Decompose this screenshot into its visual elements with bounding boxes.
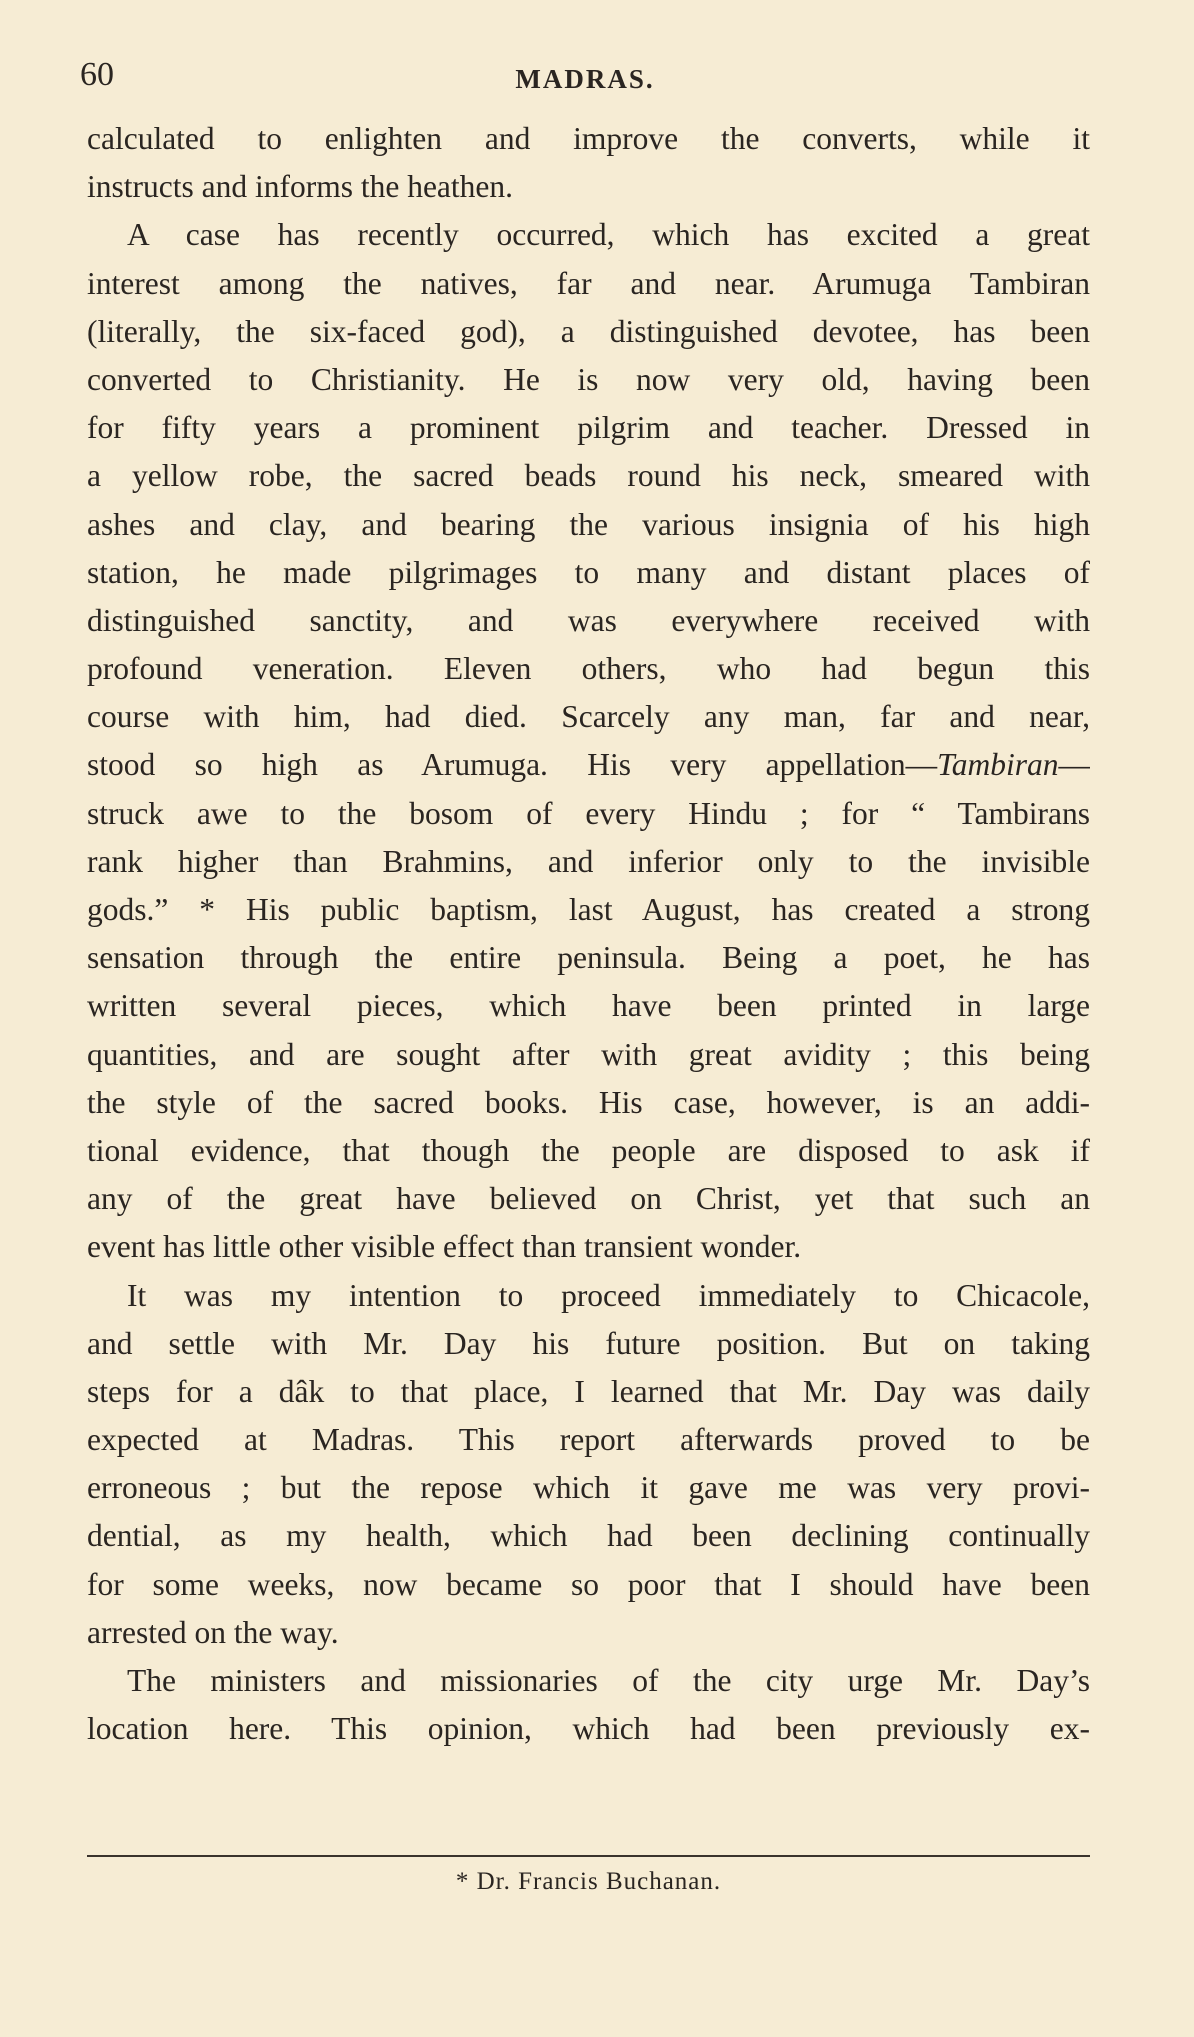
paragraph-3 — [87, 1272, 1090, 1658]
text-line-with-italic — [87, 741, 1090, 789]
paragraph-4 — [87, 1657, 1090, 1753]
text-line: and settle with Mr. Day his future position. But on taking — [87, 1325, 1090, 1361]
footnote-divider — [87, 1855, 1090, 1857]
text-line: expected at Madras. This report afterwards proved to be — [87, 1422, 1090, 1458]
text-line: rank higher than Brahmins, and inferior only to the invisible — [87, 843, 1090, 879]
running-head — [80, 56, 1090, 100]
running-title: MADRAS. — [515, 64, 655, 94]
text-line: interest among the natives, far and near. Arumuga Tambiran — [87, 265, 1090, 301]
text-line: sensation through the entire peninsula. Being a poet, he has — [87, 940, 1090, 976]
text-line: location here. This opinion, which had been previously ex- — [87, 1711, 1090, 1747]
text-line: written several pieces, which have been printed in large — [87, 988, 1090, 1024]
text-line: instructs and informs the heathen. — [87, 169, 514, 205]
text-line: quantities, and are sought after with great avidity ; this being — [87, 1036, 1090, 1072]
text-run: stood so high as Arumuga. His very appellation— — [87, 747, 938, 783]
text-line: any of the great have believed on Christ, yet that such an — [87, 1181, 1090, 1217]
text-line: converted to Christianity. He is now very old, having been — [87, 361, 1090, 397]
text-line: struck awe to the bosom of every Hindu ; for “ Tambirans — [87, 795, 1090, 831]
footnote: * Dr. Francis Buchanan. — [455, 1868, 722, 1895]
text-line: course with him, had died. Scarcely any man, far and near, — [87, 699, 1090, 735]
text-line: calculated to enlighten and improve the converts, while it — [87, 121, 1090, 156]
text-run: — — [1058, 747, 1090, 783]
text-line: for fifty years a prominent pilgrim and teacher. Dressed in — [87, 410, 1090, 446]
text-line: A case has recently occurred, which has excited a great — [127, 217, 1090, 253]
text-line: gods.” * His public baptism, last August, has created a strong — [87, 892, 1090, 927]
text-line: The ministers and missionaries of the city urge Mr. Day’s — [127, 1663, 1090, 1698]
text-line: for some weeks, now became so poor that I should have been — [87, 1566, 1090, 1602]
body-text — [87, 115, 1090, 1753]
text-line: arrested on the way. — [87, 1614, 339, 1650]
text-line: erroneous ; but the repose which it gave me was very provi- — [87, 1470, 1090, 1506]
text-line: distinguished sanctity, and was everywhere received with — [87, 602, 1090, 638]
text-line: It was my intention to proceed immediately to Chicacole, — [127, 1277, 1090, 1313]
text-line: steps for a dâk to that place, I learned that Mr. Day was daily — [87, 1373, 1090, 1409]
text-line: tional evidence, that though the people are disposed to ask if — [87, 1132, 1090, 1168]
text-line: the style of the sacred books. His case, however, is an addi- — [87, 1084, 1090, 1120]
text-line: station, he made pilgrimages to many and distant places of — [87, 554, 1090, 590]
text-line: profound veneration. Eleven others, who had begun this — [87, 651, 1090, 687]
text-line: event has little other visible effect than transient wonder. — [87, 1229, 802, 1265]
text-line: a yellow robe, the sacred beads round his neck, smeared with — [87, 458, 1090, 494]
paragraph-1 — [87, 115, 1090, 211]
text-line: (literally, the six-faced god), a distinguished devotee, has been — [87, 313, 1090, 349]
text-line: ashes and clay, and bearing the various insignia of his high — [87, 506, 1090, 542]
italic-word: Tambiran — [937, 747, 1059, 783]
paragraph-2 — [87, 211, 1090, 1271]
text-line: dential, as my health, which had been declining continually — [87, 1518, 1090, 1554]
page-number: 60 — [80, 56, 114, 93]
